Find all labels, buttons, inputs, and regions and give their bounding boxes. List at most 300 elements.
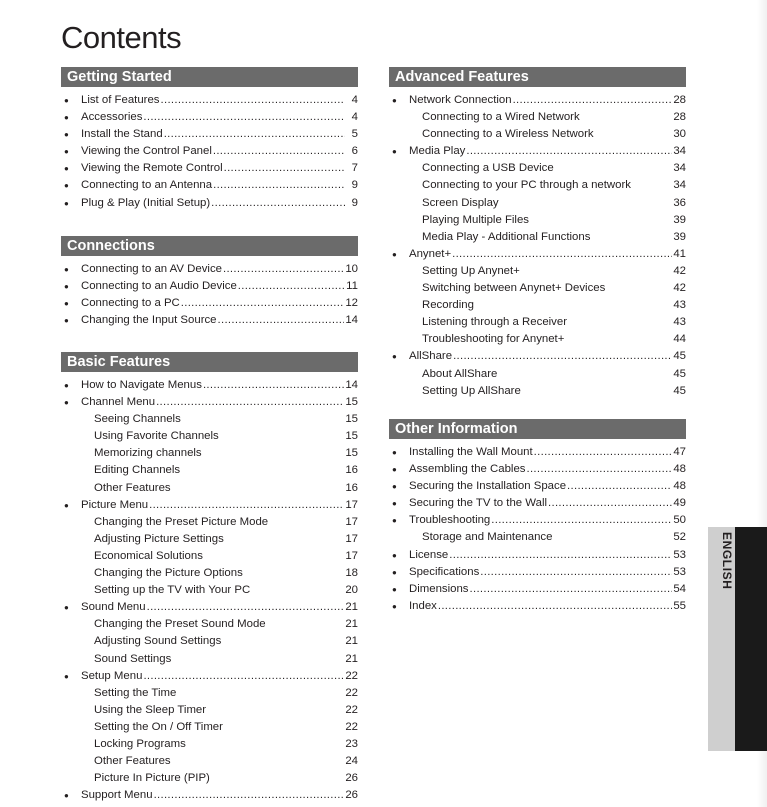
toc-page-number: 4	[351, 111, 358, 124]
toc-list	[61, 377, 358, 804]
toc-page-number: 22	[345, 686, 358, 699]
toc-list	[389, 444, 686, 615]
language-tab-marker	[735, 527, 767, 751]
toc-entry[interactable]	[389, 564, 686, 581]
dot-leader	[244, 565, 345, 582]
toc-entry-title: Picture Menu	[81, 498, 149, 511]
toc-page-number: 26	[345, 789, 358, 802]
toc-entry-title: Plug & Play (Initial Setup)	[81, 196, 211, 209]
dot-leader	[581, 109, 673, 126]
toc-entry-title: Viewing the Control Panel	[81, 145, 212, 158]
toc-entry-line	[94, 651, 358, 668]
toc-page-number: 53	[673, 565, 686, 578]
toc-subentry[interactable]	[389, 263, 686, 280]
bullet-icon: ●	[64, 198, 69, 208]
dot-leader	[548, 495, 672, 512]
toc-page-number: 9	[351, 179, 358, 192]
toc-page-number: 47	[673, 446, 686, 458]
dot-leader	[449, 547, 672, 564]
toc-subentry[interactable]	[389, 126, 686, 143]
bullet-icon: ●	[64, 603, 69, 613]
toc-subentry[interactable]	[61, 428, 358, 445]
toc-entry-line	[81, 177, 358, 194]
toc-page-number: 52	[673, 531, 686, 544]
toc-list	[389, 92, 686, 400]
toc-entry-title: Setting the Time	[94, 686, 177, 699]
dot-leader	[143, 668, 344, 685]
toc-subentry[interactable]	[389, 383, 686, 400]
dot-leader	[606, 280, 672, 297]
dot-leader	[530, 212, 672, 229]
toc-subentry[interactable]	[61, 531, 358, 548]
toc-subentry[interactable]	[389, 229, 686, 246]
toc-page-number: 26	[345, 772, 358, 785]
toc-subentry[interactable]	[389, 297, 686, 314]
section-header: Connections	[61, 236, 358, 256]
toc-entry[interactable]	[389, 444, 686, 461]
toc-entry-line	[94, 770, 358, 787]
dot-leader	[238, 278, 345, 295]
toc-entry-title: Seeing Channels	[94, 413, 181, 426]
toc-entry[interactable]	[61, 160, 358, 177]
toc-entry-line	[409, 564, 686, 581]
toc-entry[interactable]	[61, 668, 358, 685]
toc-entry-line	[409, 143, 686, 160]
section-connections	[61, 236, 358, 329]
toc-list	[61, 261, 358, 329]
toc-entry-line	[94, 462, 358, 479]
toc-entry-line	[94, 719, 358, 736]
toc-entry-line	[409, 547, 686, 564]
toc-page-number: 48	[673, 463, 686, 476]
toc-entry-title: Connecting to an AV Device	[81, 263, 222, 275]
bullet-icon: ●	[64, 147, 69, 157]
toc-entry-title: Changing the Preset Picture Mode	[94, 515, 269, 528]
toc-page-number: 36	[673, 196, 686, 209]
bullet-icon: ●	[64, 500, 69, 510]
toc-subentry[interactable]	[389, 177, 686, 194]
bullet-icon: ●	[64, 130, 69, 140]
toc-entry-title: Other Features	[94, 755, 171, 768]
bullet-icon: ●	[64, 299, 69, 309]
toc-entry-line	[81, 599, 358, 616]
toc-page-number: 10	[345, 263, 358, 275]
dot-leader	[223, 261, 344, 278]
toc-page-number: 44	[673, 333, 686, 346]
toc-entry[interactable]	[61, 92, 358, 109]
toc-page-number: 39	[673, 230, 686, 243]
dot-leader	[475, 297, 672, 314]
dot-leader	[555, 160, 673, 177]
dot-leader	[565, 331, 672, 348]
toc-entry[interactable]	[61, 143, 358, 160]
toc-entry-title: Setting Up Anynet+	[422, 264, 520, 277]
toc-entry-title: Other Features	[94, 481, 171, 494]
toc-entry-line	[94, 548, 358, 565]
toc-entry-line	[409, 581, 686, 598]
dot-leader	[632, 177, 672, 194]
toc-subentry[interactable]	[61, 685, 358, 702]
toc-entry-line	[94, 480, 358, 497]
bullet-icon: ●	[64, 791, 69, 801]
toc-entry-title: Support Menu	[81, 789, 153, 802]
toc-entry-title: Channel Menu	[81, 396, 156, 409]
section-header: Basic Features	[61, 352, 358, 372]
toc-entry[interactable]	[61, 109, 358, 126]
toc-page-number: 6	[351, 145, 358, 158]
toc-entry-title: Listening through a Receiver	[422, 316, 568, 329]
toc-subentry[interactable]	[61, 411, 358, 428]
section-header: Getting Started	[61, 67, 358, 87]
toc-page-number: 15	[345, 430, 358, 443]
toc-subentry[interactable]	[389, 366, 686, 383]
toc-page-number: 49	[673, 497, 686, 510]
section-other-information	[389, 419, 686, 615]
toc-entry-title: Specifications	[409, 565, 480, 578]
toc-entry-title: Install the Stand	[81, 128, 163, 141]
toc-entry[interactable]	[61, 787, 358, 804]
toc-page-number: 17	[345, 515, 358, 528]
toc-subentry[interactable]	[61, 753, 358, 770]
toc-subentry[interactable]	[389, 109, 686, 126]
toc-page-number: 17	[345, 532, 358, 545]
toc-entry-line	[94, 633, 358, 650]
toc-page-number: 17	[345, 498, 358, 511]
dot-leader	[207, 702, 344, 719]
toc-entry-line	[409, 512, 686, 529]
bullet-icon: ●	[392, 601, 397, 611]
toc-entry-title: Media Play - Additional Functions	[422, 230, 591, 243]
toc-entry-line	[94, 582, 358, 599]
toc-entry-title: Network Connection	[409, 94, 512, 106]
dot-leader	[568, 314, 672, 331]
toc-page-number: 11	[346, 280, 358, 293]
toc-entry[interactable]	[61, 261, 358, 278]
toc-page-number: 12	[345, 297, 358, 310]
toc-entry-title: Setting up the TV with Your PC	[94, 584, 251, 597]
dot-leader	[156, 394, 344, 411]
section-advanced-features	[389, 67, 686, 400]
toc-page-number: 16	[345, 481, 358, 494]
toc-entry[interactable]	[61, 195, 358, 212]
toc-entry-title: Accessories	[81, 111, 143, 124]
bullet-icon: ●	[392, 567, 397, 577]
toc-subentry[interactable]	[389, 212, 686, 229]
toc-entry-line	[81, 787, 358, 804]
toc-page-number: 16	[345, 464, 358, 477]
toc-subentry[interactable]	[61, 548, 358, 565]
toc-page-number: 39	[673, 213, 686, 226]
toc-entry-line	[81, 160, 358, 177]
language-tab-label: ENGLISH	[720, 532, 734, 590]
toc-entry-line	[81, 92, 358, 109]
dot-leader	[147, 599, 345, 616]
dot-leader	[204, 548, 344, 565]
dot-leader	[534, 444, 673, 461]
dot-leader	[149, 497, 344, 514]
toc-entry[interactable]	[61, 295, 358, 312]
toc-entry-title: Connecting a USB Device	[422, 162, 554, 175]
toc-entry-line	[422, 212, 686, 229]
toc-entry-title: Connecting to a Wired Network	[422, 111, 580, 124]
dot-leader	[161, 92, 345, 109]
toc-entry-title: Connecting to a PC	[81, 297, 180, 310]
toc-subentry[interactable]	[61, 514, 358, 531]
toc-entry-line	[409, 478, 686, 495]
dot-leader	[500, 195, 673, 212]
toc-page-number: 42	[673, 264, 686, 277]
toc-subentry[interactable]	[61, 651, 358, 668]
toc-entry[interactable]	[389, 547, 686, 564]
toc-entry-line	[409, 495, 686, 512]
toc-entry-line	[422, 366, 686, 383]
toc-page-number: 22	[345, 669, 358, 682]
toc-page-number: 14	[345, 379, 358, 391]
toc-page-number: 34	[673, 179, 686, 192]
dot-leader	[172, 753, 345, 770]
toc-subentry[interactable]	[61, 616, 358, 633]
toc-entry-title: Troubleshooting for Anynet+	[422, 333, 565, 346]
toc-entry-title: Using Favorite Channels	[94, 430, 219, 443]
toc-entry-title: Setup Menu	[81, 669, 143, 682]
toc-entry-line	[81, 195, 358, 212]
bullet-icon: ●	[392, 516, 397, 526]
toc-page-number: 42	[673, 282, 686, 295]
toc-page-number: 4	[351, 94, 358, 106]
section-header: Advanced Features	[389, 67, 686, 87]
toc-entry[interactable]	[389, 495, 686, 512]
toc-entry-title: Setting Up AllShare	[422, 384, 521, 397]
toc-page-number: 34	[673, 162, 686, 175]
toc-page-number: 14	[345, 314, 358, 327]
dot-leader	[181, 295, 345, 312]
toc-entry[interactable]	[389, 512, 686, 529]
dot-leader	[491, 512, 672, 529]
toc-entry[interactable]	[61, 177, 358, 194]
toc-subentry[interactable]	[61, 770, 358, 787]
toc-entry-line	[81, 394, 358, 411]
dot-leader	[182, 411, 345, 428]
toc-entry[interactable]	[389, 581, 686, 598]
toc-entry-line	[94, 753, 358, 770]
dot-leader	[181, 462, 344, 479]
toc-page-number: 24	[345, 755, 358, 768]
toc-entry-line	[94, 514, 358, 531]
toc-entry-title: Playing Multiple Files	[422, 213, 529, 226]
toc-subentry[interactable]	[61, 736, 358, 753]
toc-entry-title: Connecting to a Wireless Network	[422, 128, 594, 141]
toc-page-number: 22	[345, 720, 358, 733]
bullet-icon: ●	[392, 550, 397, 560]
toc-entry-line	[422, 529, 686, 546]
toc-entry[interactable]	[61, 126, 358, 143]
section-header: Other Information	[389, 419, 686, 439]
toc-page-number: 20	[345, 584, 358, 597]
toc-entry-title: Adjusting Sound Settings	[94, 635, 222, 648]
toc-entry-title: AllShare	[409, 350, 453, 363]
toc-entry-line	[409, 348, 686, 365]
toc-entry[interactable]	[61, 497, 358, 514]
toc-entry-line	[94, 736, 358, 753]
toc-entry-line	[81, 109, 358, 126]
toc-page-number: 45	[673, 350, 686, 363]
toc-entry-line	[409, 598, 686, 615]
toc-entry-title: Connecting to an Antenna	[81, 179, 213, 192]
toc-entry-title: List of Features	[81, 94, 160, 106]
bullet-icon: ●	[64, 96, 69, 105]
dot-leader	[187, 736, 345, 753]
dot-leader	[267, 616, 345, 633]
toc-subentry[interactable]	[389, 331, 686, 348]
toc-page-number: 43	[673, 316, 686, 329]
dot-leader	[224, 719, 344, 736]
toc-entry-title: Connecting to your PC through a network	[422, 179, 631, 192]
toc-entry-title: Picture In Picture (PIP)	[94, 772, 210, 785]
toc-list	[61, 92, 358, 212]
toc-page-number: 41	[673, 247, 686, 260]
dot-leader	[553, 529, 672, 546]
toc-page-number: 17	[345, 549, 358, 562]
toc-page-number: 34	[673, 145, 686, 158]
toc-entry-title: Changing the Preset Sound Mode	[94, 618, 266, 631]
dot-leader	[438, 598, 672, 615]
bullet-icon: ●	[64, 265, 69, 274]
dot-leader	[213, 143, 345, 160]
toc-entry-title: Changing the Input Source	[81, 314, 217, 327]
bullet-icon: ●	[64, 398, 69, 408]
toc-entry-line	[422, 229, 686, 246]
toc-entry-line	[409, 461, 686, 478]
section-basic-features	[61, 352, 358, 804]
toc-entry-title: How to Navigate Menus	[81, 379, 202, 391]
toc-entry-line	[81, 312, 358, 329]
toc-page-number: 54	[673, 582, 686, 595]
toc-subentry[interactable]	[389, 195, 686, 212]
dot-leader	[522, 383, 673, 400]
toc-entry[interactable]	[389, 246, 686, 263]
toc-subentry[interactable]	[61, 719, 358, 736]
toc-entry[interactable]	[61, 377, 358, 394]
toc-entry-line	[94, 445, 358, 462]
dot-leader	[172, 651, 344, 668]
toc-page-number: 23	[345, 737, 358, 750]
bullet-icon: ●	[64, 164, 69, 174]
bullet-icon: ●	[64, 316, 69, 326]
bullet-icon: ●	[392, 465, 397, 475]
dot-leader	[595, 126, 673, 143]
toc-subentry[interactable]	[389, 529, 686, 546]
bullet-icon: ●	[64, 671, 69, 681]
toc-entry-title: Economical Solutions	[94, 549, 203, 562]
bullet-icon: ●	[392, 96, 397, 105]
toc-entry-title: Installing the Wall Mount	[409, 446, 533, 458]
toc-entry-title: Securing the Installation Space	[409, 480, 567, 493]
toc-entry-line	[81, 295, 358, 312]
dot-leader	[222, 633, 344, 650]
toc-entry-title: Adjusting Picture Settings	[94, 532, 224, 545]
toc-entry-line	[422, 280, 686, 297]
toc-entry-title: Using the Sleep Timer	[94, 703, 207, 716]
toc-entry-line	[422, 195, 686, 212]
dot-leader	[567, 478, 672, 495]
toc-entry-title: Dimensions	[409, 582, 469, 595]
toc-entry-title: Storage and Maintenance	[422, 531, 553, 544]
toc-entry-line	[422, 383, 686, 400]
toc-entry-line	[94, 428, 358, 445]
toc-subentry[interactable]	[389, 280, 686, 297]
toc-entry-line	[81, 278, 358, 295]
toc-entry[interactable]	[61, 278, 358, 295]
toc-subentry[interactable]	[61, 565, 358, 582]
toc-entry[interactable]	[61, 394, 358, 411]
toc-entry-line	[422, 126, 686, 143]
toc-subentry[interactable]	[61, 462, 358, 479]
dot-leader	[513, 92, 673, 109]
toc-page-number: 30	[673, 128, 686, 141]
right-column	[389, 0, 686, 807]
dot-leader	[225, 531, 345, 548]
toc-entry[interactable]	[389, 143, 686, 160]
toc-subentry[interactable]	[61, 582, 358, 599]
section-getting-started	[61, 67, 358, 212]
toc-entry-line	[81, 126, 358, 143]
toc-entry-title: Assembling the Cables	[409, 463, 526, 476]
toc-entry-line	[422, 177, 686, 194]
toc-entry-line	[81, 143, 358, 160]
toc-page-number: 21	[345, 635, 358, 648]
toc-page-number: 48	[673, 480, 686, 493]
toc-entry[interactable]	[61, 599, 358, 616]
toc-entry-title: Media Play	[409, 145, 466, 158]
toc-subentry[interactable]	[61, 480, 358, 497]
toc-page-number: 45	[673, 367, 686, 380]
toc-entry-title: Changing the Picture Options	[94, 567, 243, 580]
toc-entry-line	[409, 246, 686, 263]
toc-subentry[interactable]	[61, 633, 358, 650]
toc-subentry[interactable]	[389, 160, 686, 177]
toc-subentry[interactable]	[389, 314, 686, 331]
dot-leader	[164, 126, 345, 143]
dot-leader	[211, 770, 344, 787]
toc-entry-title: About AllShare	[422, 367, 498, 380]
dot-leader	[480, 564, 672, 581]
toc-entry-line	[94, 411, 358, 428]
toc-entry-title: Sound Menu	[81, 601, 146, 614]
toc-entry-title: Recording	[422, 299, 474, 312]
toc-entry-title: Connecting to an Audio Device	[81, 280, 237, 293]
toc-page-number: 28	[673, 111, 686, 124]
toc-subentry[interactable]	[61, 445, 358, 462]
toc-entry[interactable]	[389, 478, 686, 495]
dot-leader	[452, 246, 672, 263]
toc-entry-line	[94, 616, 358, 633]
left-column	[61, 0, 358, 807]
dot-leader	[220, 428, 345, 445]
toc-entry[interactable]	[389, 92, 686, 109]
toc-subentry[interactable]	[61, 702, 358, 719]
toc-page-number: 9	[351, 196, 358, 209]
toc-entry[interactable]	[389, 598, 686, 615]
toc-entry[interactable]	[61, 312, 358, 329]
dot-leader	[218, 312, 345, 329]
toc-page-number: 50	[673, 514, 686, 527]
toc-entry-title: Locking Programs	[94, 737, 186, 750]
toc-entry-title: Switching between Anynet+ Devices	[422, 282, 606, 295]
toc-entry[interactable]	[389, 348, 686, 365]
toc-entry[interactable]	[389, 461, 686, 478]
toc-entry-line	[422, 331, 686, 348]
toc-entry-line	[409, 92, 686, 109]
